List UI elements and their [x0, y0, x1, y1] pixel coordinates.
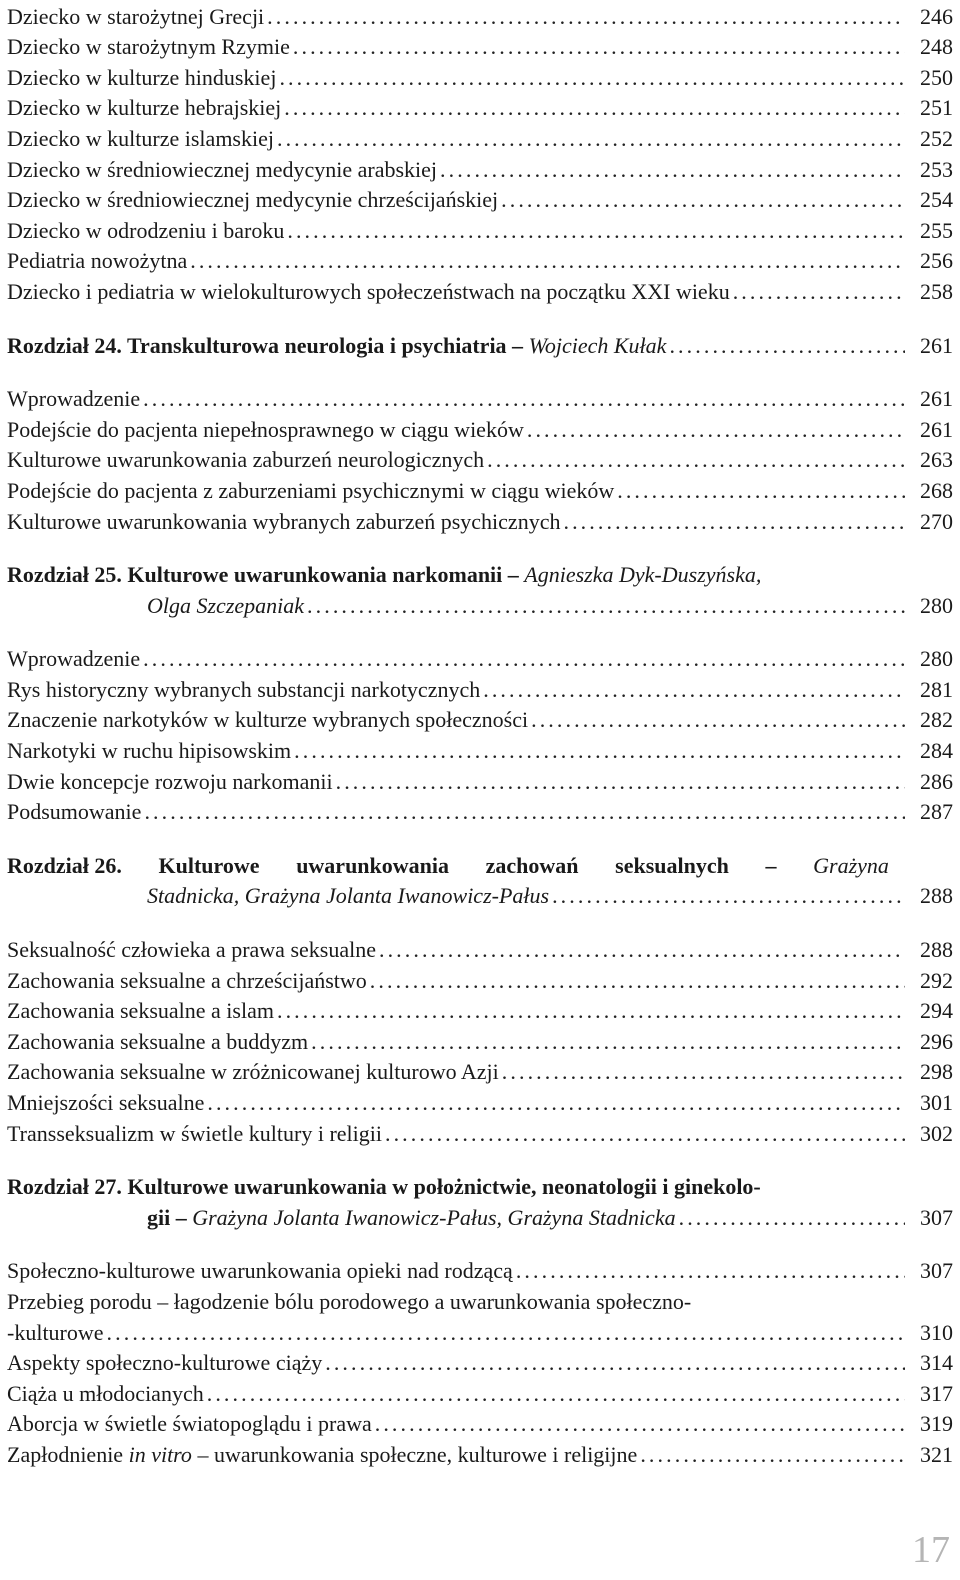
dot-leader [440, 156, 905, 184]
chapter-title: gii – [147, 1204, 187, 1230]
dot-leader [277, 125, 905, 153]
entry-title: Przebieg porodu – łagodzenie bólu porodowego a uwarunkowania społeczno- [7, 1288, 692, 1314]
chapter-number: Rozdział 27. [7, 1174, 122, 1200]
toc-entry[interactable] [7, 0, 953, 31]
entry-title: Dziecko w starożytnym Rzymie [7, 34, 290, 60]
dot-leader [679, 1204, 905, 1232]
chapter-title-word: uwarunkowania [296, 852, 450, 878]
chapter-title-word: – [765, 852, 777, 878]
entry-title: Podsumowanie [7, 799, 142, 825]
entry-title: Dziecko i pediatria w wielokulturowych społeczeństwach na początku XXI wieku [7, 278, 730, 304]
page-number: 253 [920, 156, 953, 182]
entry-title: Aborcja w świetle światopoglądu i prawa [7, 1411, 372, 1437]
entry-title: Pediatria nowożytna [7, 248, 188, 274]
toc-entry[interactable] [7, 31, 953, 62]
toc-entry[interactable] [7, 444, 953, 475]
entry-title: Zachowania seksualne a chrześcijaństwo [7, 967, 367, 993]
toc-entry[interactable] [7, 122, 953, 153]
dot-leader [336, 768, 905, 796]
entry-title: Kulturowe uwarunkowania zaburzeń neurologicznych [7, 447, 485, 473]
page-number: 270 [920, 508, 953, 534]
entry-title: Dziecko w starożytnej Grecji [7, 3, 265, 29]
entry-title: Dziecko w kulturze islamskiej [7, 125, 274, 151]
entry-title: Zachowania seksualne a islam [7, 998, 274, 1024]
toc-entry[interactable] [7, 964, 953, 995]
dot-leader [107, 1319, 905, 1347]
dot-leader [385, 1120, 905, 1148]
entry-title: -kulturowe [7, 1319, 104, 1345]
entry-title: Kulturowe uwarunkowania wybranych zaburzeń psychicznych [7, 508, 561, 534]
toc-entry[interactable] [7, 933, 953, 964]
entry-title: Społeczno-kulturowe uwarunkowania opieki nad rodzącą [7, 1258, 513, 1284]
dot-leader [207, 1089, 905, 1117]
dot-leader [311, 1028, 905, 1056]
chapter-title: Kulturowe uwarunkowania narkomanii – [127, 562, 519, 588]
dot-leader [143, 385, 905, 413]
chapter-author: Agnieszka Dyk-Duszyńska, [524, 562, 762, 588]
page-number: 280 [920, 592, 953, 618]
dot-leader [144, 798, 905, 826]
toc-entry[interactable] [7, 643, 953, 674]
entry-title: Dziecko w odrodzeniu i baroku [7, 217, 285, 243]
chapter-title-word: seksualnych [615, 852, 729, 878]
dot-leader [143, 645, 905, 673]
chapter-26-heading[interactable] [7, 849, 953, 880]
page-number: 319 [920, 1411, 953, 1437]
toc-entry[interactable] [7, 505, 953, 536]
dot-leader [617, 477, 905, 505]
page-number: 261 [920, 386, 953, 412]
page-number: 255 [920, 217, 953, 243]
toc-entry[interactable] [7, 184, 953, 215]
dot-leader [325, 1349, 905, 1377]
chapter-27-heading-cont[interactable] [7, 1201, 953, 1232]
toc-entry[interactable] [7, 474, 953, 505]
dot-leader [516, 1257, 905, 1285]
toc-entry[interactable] [7, 61, 953, 92]
entry-title: Seksualność człowieka a prawa seksualne [7, 937, 376, 963]
dot-leader [531, 706, 905, 734]
entry-title: Transseksualizm w świetle kultury i religii [7, 1120, 382, 1146]
toc-entry[interactable] [7, 796, 953, 827]
toc-entry[interactable] [7, 704, 953, 735]
dot-leader [563, 508, 905, 536]
page-number: 310 [920, 1319, 953, 1345]
dot-leader [277, 997, 905, 1025]
dot-leader [190, 247, 905, 275]
chapter-author: Stadnicka, Grażyna Jolanta Iwanowicz-Pałus [147, 883, 550, 909]
chapter-25-entries [7, 643, 953, 827]
entry-title-italic: in vitro [128, 1441, 192, 1467]
dot-leader [307, 592, 905, 620]
entry-title: Ciąża u młodocianych [7, 1380, 204, 1406]
toc-entry[interactable] [7, 153, 953, 184]
entry-title: Zapłodnienie [7, 1441, 124, 1467]
toc-entry[interactable] [7, 673, 953, 704]
page-number: 252 [920, 125, 953, 151]
page-number: 251 [920, 95, 953, 121]
chapter-number: Rozdział 25. [7, 562, 122, 588]
toc-entry[interactable] [7, 1025, 953, 1056]
dot-leader [501, 186, 905, 214]
chapter-24-heading[interactable] [7, 329, 953, 360]
page-number: 263 [920, 447, 953, 473]
chapter-author: Grażyna [813, 852, 889, 878]
chapter-26-heading-cont[interactable] [7, 880, 953, 911]
page-number: 314 [920, 1350, 953, 1376]
entry-title: Rys historyczny wybranych substancji narkotycznych [7, 676, 481, 702]
chapter-number: Rozdział 26. [7, 852, 122, 878]
dot-leader [502, 1058, 905, 1086]
page-number: 268 [920, 477, 953, 503]
dot-leader [552, 882, 905, 910]
toc-entry[interactable] [7, 1056, 953, 1087]
page-number: 248 [920, 34, 953, 60]
page-number: 317 [920, 1380, 953, 1406]
page-number: 321 [920, 1441, 953, 1467]
page-number: 258 [920, 278, 953, 304]
chapter-24-entries [7, 383, 953, 536]
entry-title: – uwarunkowania społeczne, kulturowe i religijne [197, 1441, 638, 1467]
entry-title: Dziecko w średniowiecznej medycynie arabskiej [7, 156, 438, 182]
page-number: 261 [920, 416, 953, 442]
toc-entry[interactable] [7, 765, 953, 796]
table-of-contents [7, 0, 953, 1469]
chapter-number: Rozdział 24. [7, 332, 122, 358]
entry-title: Zachowania seksualne w zróżnicowanej kulturowo Azji [7, 1059, 499, 1085]
page-number: 292 [920, 967, 953, 993]
page-number: 296 [920, 1028, 953, 1054]
page-number: 288 [920, 883, 953, 909]
chapter-25-heading[interactable] [7, 559, 953, 590]
entry-title: Znaczenie narkotyków w kulturze wybranych społeczności [7, 707, 529, 733]
toc-entry-wrapped-cont[interactable] [7, 1316, 953, 1347]
page-number: 307 [920, 1258, 953, 1284]
page-folio: 17 [912, 1529, 950, 1571]
page-number: 294 [920, 998, 953, 1024]
toc-entry[interactable] [7, 995, 953, 1026]
toc-entry[interactable] [7, 275, 953, 306]
page-number: 298 [920, 1059, 953, 1085]
dot-leader [293, 33, 905, 61]
toc-entry[interactable] [7, 413, 953, 444]
dot-leader [375, 1410, 905, 1438]
dot-leader [483, 676, 905, 704]
page-number: 288 [920, 937, 953, 963]
dot-leader [733, 278, 905, 306]
chapter-author: Grażyna Jolanta Iwanowicz-Pałus, Grażyna Stadnicka [192, 1204, 676, 1230]
chapter-title: Transkulturowa neurologia i psychiatria – [127, 332, 524, 358]
chapter-26-entries [7, 933, 953, 1147]
toc-entry[interactable] [7, 245, 953, 276]
page-number: 250 [920, 64, 953, 90]
chapter-title-word: zachowań [485, 852, 579, 878]
dot-leader [267, 3, 905, 31]
page-number: 301 [920, 1090, 953, 1115]
page-number: 261 [920, 332, 953, 358]
page-number: 254 [920, 187, 953, 213]
page-number: 256 [920, 248, 953, 274]
toc-entry[interactable] [7, 214, 953, 245]
dot-leader [487, 446, 905, 474]
page-number: 281 [920, 676, 953, 702]
dot-leader [370, 967, 905, 995]
chapter-title: Kulturowe uwarunkowania w położnictwie, neonatologii i ginekolo- [127, 1174, 761, 1200]
toc-entry[interactable] [7, 1377, 953, 1408]
dot-leader [207, 1380, 905, 1408]
page-number: 286 [920, 768, 953, 794]
entry-title: Dziecko w średniowiecznej medycynie chrześcijańskiej [7, 187, 499, 213]
dot-leader [527, 416, 905, 444]
entry-title: Narkotyki w ruchu hipisowskim [7, 738, 292, 764]
toc-entry-wrapped[interactable] [7, 1285, 953, 1316]
entry-title: Dziecko w kulturze hebrajskiej [7, 95, 282, 121]
entry-title: Aspekty społeczno-kulturowe ciąży [7, 1350, 323, 1376]
entry-title: Wprowadzenie [7, 646, 141, 672]
chapter-25-heading-cont[interactable] [7, 589, 953, 620]
entry-title: Mniejszości seksualne [7, 1090, 205, 1115]
entry-title: Zachowania seksualne a buddyzm [7, 1028, 309, 1054]
page-number: 280 [920, 646, 953, 672]
toc-entry[interactable] [7, 383, 953, 414]
dot-leader [294, 737, 905, 765]
entry-title: Dwie koncepcje rozwoju narkomanii [7, 768, 333, 794]
toc-section-child-history [7, 0, 953, 306]
chapter-title-word: Kulturowe [158, 852, 260, 878]
toc-entry[interactable] [7, 1438, 953, 1469]
chapter-27-entries [7, 1255, 953, 1286]
toc-entry[interactable] [7, 1408, 953, 1439]
page-number: 284 [920, 738, 953, 764]
page-number: 307 [920, 1204, 953, 1230]
entry-title: Podejście do pacjenta niepełnosprawnego w ciągu wieków [7, 416, 524, 442]
page-number: 302 [920, 1120, 953, 1146]
dot-leader [287, 217, 905, 245]
entry-title: Wprowadzenie [7, 386, 141, 412]
chapter-27-entries-more [7, 1347, 953, 1439]
toc-entry[interactable] [7, 1347, 953, 1378]
toc-entry[interactable] [7, 1117, 953, 1148]
entry-title: Podejście do pacjenta z zaburzeniami psychicznymi w ciągu wieków [7, 477, 615, 503]
chapter-author: Olga Szczepaniak [147, 592, 305, 618]
chapter-author: Wojciech Kułak [528, 332, 667, 358]
dot-leader [379, 936, 905, 964]
toc-entry[interactable] [7, 1086, 953, 1117]
toc-entry[interactable] [7, 92, 953, 123]
chapter-27-heading[interactable] [7, 1171, 953, 1202]
dot-leader [279, 64, 905, 92]
toc-entry[interactable] [7, 734, 953, 765]
entry-title: Dziecko w kulturze hinduskiej [7, 64, 277, 90]
dot-leader [640, 1441, 905, 1469]
dot-leader [669, 332, 905, 360]
toc-entry[interactable] [7, 1255, 953, 1286]
page-number: 287 [920, 799, 953, 825]
dot-leader [284, 94, 905, 122]
page-number: 246 [920, 3, 953, 29]
page-number: 282 [920, 707, 953, 733]
